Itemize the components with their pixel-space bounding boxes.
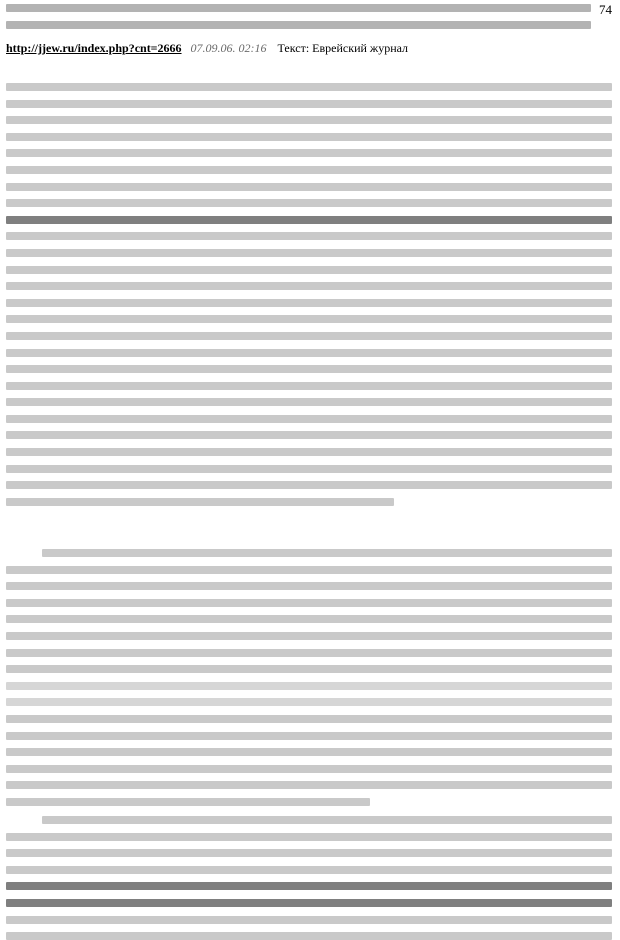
source-label: Текст: Еврейский журнал (277, 41, 409, 55)
source-date: 07.09.06. 02:16 (190, 41, 267, 55)
paragraph (6, 816, 612, 940)
header-quote (6, 4, 591, 29)
source-url-link[interactable]: http://jjew.ru/index.php?cnt=2666 (6, 41, 182, 55)
paragraph (6, 549, 612, 806)
source-line (6, 41, 408, 56)
paragraph (6, 83, 612, 506)
page-number: 74 (599, 2, 612, 17)
